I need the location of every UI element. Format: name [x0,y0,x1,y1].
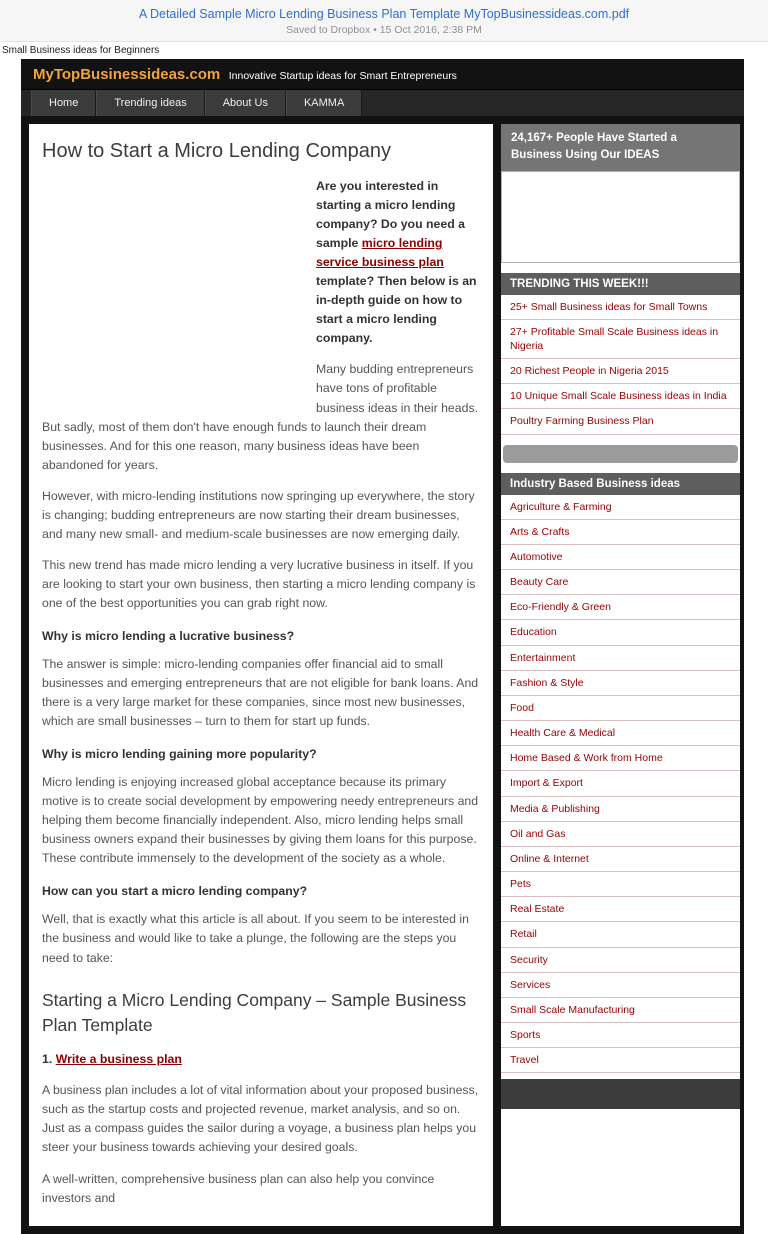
industry-header: Industry Based Business ideas [501,473,740,495]
page-header-label: Small Business ideas for Beginners [2,45,160,56]
nav-tab[interactable]: Trending ideas [96,90,204,116]
paragraph: Many budding entrepreneurs have tons of profitable business ideas in their heads. But sadly, most of them don't have enough funds to launch their dream businesses. And for this one reason, many business ideas have been abandoned for years. [42,362,479,472]
nav-tab[interactable]: KAMMA [286,90,362,116]
site-tagline: Innovative Startup ideas for Smart Entrepreneurs [228,70,457,82]
industry-link[interactable]: Food [501,696,740,721]
industry-link[interactable]: Media & Publishing [501,797,740,822]
industry-link[interactable]: Education [501,620,740,645]
industry-link[interactable]: Oil and Gas [501,822,740,847]
sidebar-ad-box [501,171,740,263]
industry-link[interactable]: Sports [501,1023,740,1048]
section-heading-lucrative: Why is micro lending a lucrative business? [42,628,295,643]
industry-list [501,495,740,1074]
industry-link[interactable]: Health Care & Medical [501,721,740,746]
paragraph: However, with micro-lending institutions now springing up everywhere, the story is changing; budding entrepreneurs are now starting their dream businesses, and many new small- and medium-scale businesses are now emerging daily. [42,488,475,541]
industry-link[interactable]: Home Based & Work from Home [501,746,740,771]
paragraph: Well, that is exactly what this article is all about. If you seem to be interested in the business and would like to take a plunge, the following are the steps you need to take: [42,912,469,965]
write-business-plan-link[interactable]: Write a business plan [55,1052,182,1067]
paragraph: A well-written, comprehensive business plan can also help you convince investors and [42,1171,435,1205]
business-plan-template-link[interactable]: micro lending service business plan [316,236,444,270]
paragraph: A business plan includes a lot of vital information about your proposed business, such as the startup costs and projected revenue, market analysis, and so on. Just as a compass guides the sailor during a voyage, a business plan helps you steer your business towards achieving your desired goals. [42,1083,479,1155]
intro-text-2: template? Then below is an in-depth guide on how to start a micro lending company. [316,274,477,346]
trending-link[interactable]: 20 Richest People in Nigeria 2015 [501,359,740,384]
article-column [29,124,493,1226]
industry-link[interactable]: Small Scale Manufacturing [501,998,740,1023]
paragraph: Micro lending is enjoying increased global acceptance because its primary motive is to create social development by empowering needy entrepreneurs and helping them become financially independent. Also, micro lending helps small business owners expand their businesses by giving them loans for this purpose. These contribute immensely to the development of the society as a whole. [42,775,479,866]
sample-plan-heading: Starting a Micro Lending Company – Sample Business Plan Template [42,989,467,1035]
industry-link[interactable]: Arts & Crafts [501,520,740,545]
industry-link[interactable]: Online & Internet [501,847,740,872]
industry-link[interactable]: Pets [501,872,740,897]
industry-link[interactable]: Travel [501,1048,740,1073]
industry-link[interactable]: Services [501,973,740,998]
trending-link[interactable]: Poultry Farming Business Plan [501,409,740,434]
sidebar-banner: 24,167+ People Have Started a Business Using Our IDEAS [501,124,740,171]
trending-link[interactable]: 25+ Small Business ideas for Small Towns [501,295,740,320]
industry-link[interactable]: Agriculture & Farming [501,495,740,520]
paragraph: The answer is simple: micro-lending companies offer financial aid to small businesses and emerging entrepreneurs that are not eligible for bank loans. And there is a very large market for these companies, since most new businesses, which are small businesses – turn to them for start up funds. [42,656,479,729]
industry-link[interactable]: Retail [501,922,740,947]
step-1 [42,1050,480,1069]
main-nav [21,89,744,116]
pdf-saved-status: Saved to Dropbox • 15 Oct 2016, 2:38 PM [286,24,482,36]
industry-link[interactable]: Fashion & Style [501,671,740,696]
section-heading-how: How can you start a micro lending company? [42,884,308,899]
sidebar [501,124,740,1226]
intro-text-1: Are you interested in starting a micro lending company? Do you need a sample [316,179,465,251]
nav-tab[interactable]: About Us [205,90,286,116]
industry-link[interactable]: Security [501,948,740,973]
sidebar-ad-strip [503,445,738,463]
sidebar-footer-block [501,1079,740,1109]
site-header [21,59,744,89]
industry-link[interactable]: Entertainment [501,646,740,671]
nav-tab[interactable]: Home [31,90,96,116]
site-logo[interactable]: MyTopBusinessideas.com [33,66,221,83]
content-area [21,116,744,1234]
trending-link[interactable]: 10 Unique Small Scale Business ideas in India [501,384,740,409]
pdf-filename[interactable]: A Detailed Sample Micro Lending Business Plan Template MyTopBusinessideas.com.pdf [138,7,630,21]
industry-link[interactable]: Real Estate [501,897,740,922]
trending-header: TRENDING THIS WEEK!!! [501,273,740,295]
industry-link[interactable]: Beauty Care [501,570,740,595]
trending-list [501,295,740,435]
industry-link[interactable]: Eco-Friendly & Green [501,595,740,620]
pdf-viewer-header [0,0,768,42]
step-number: 1. [42,1052,56,1067]
article-ad-placeholder [42,177,302,403]
article-title: How to Start a Micro Lending Company [42,140,392,162]
trending-link[interactable]: 27+ Profitable Small Scale Business ideas in Nigeria [501,320,740,359]
industry-link[interactable]: Import & Export [501,771,740,796]
industry-link[interactable]: Automotive [501,545,740,570]
paragraph: This new trend has made micro lending a very lucrative business in itself. If you are looking to start your own business, then starting a micro lending company is one of the best opportunities you can grab right now. [42,557,476,610]
webpage-frame [21,59,744,1234]
section-heading-popularity: Why is micro lending gaining more popularity? [42,747,317,762]
